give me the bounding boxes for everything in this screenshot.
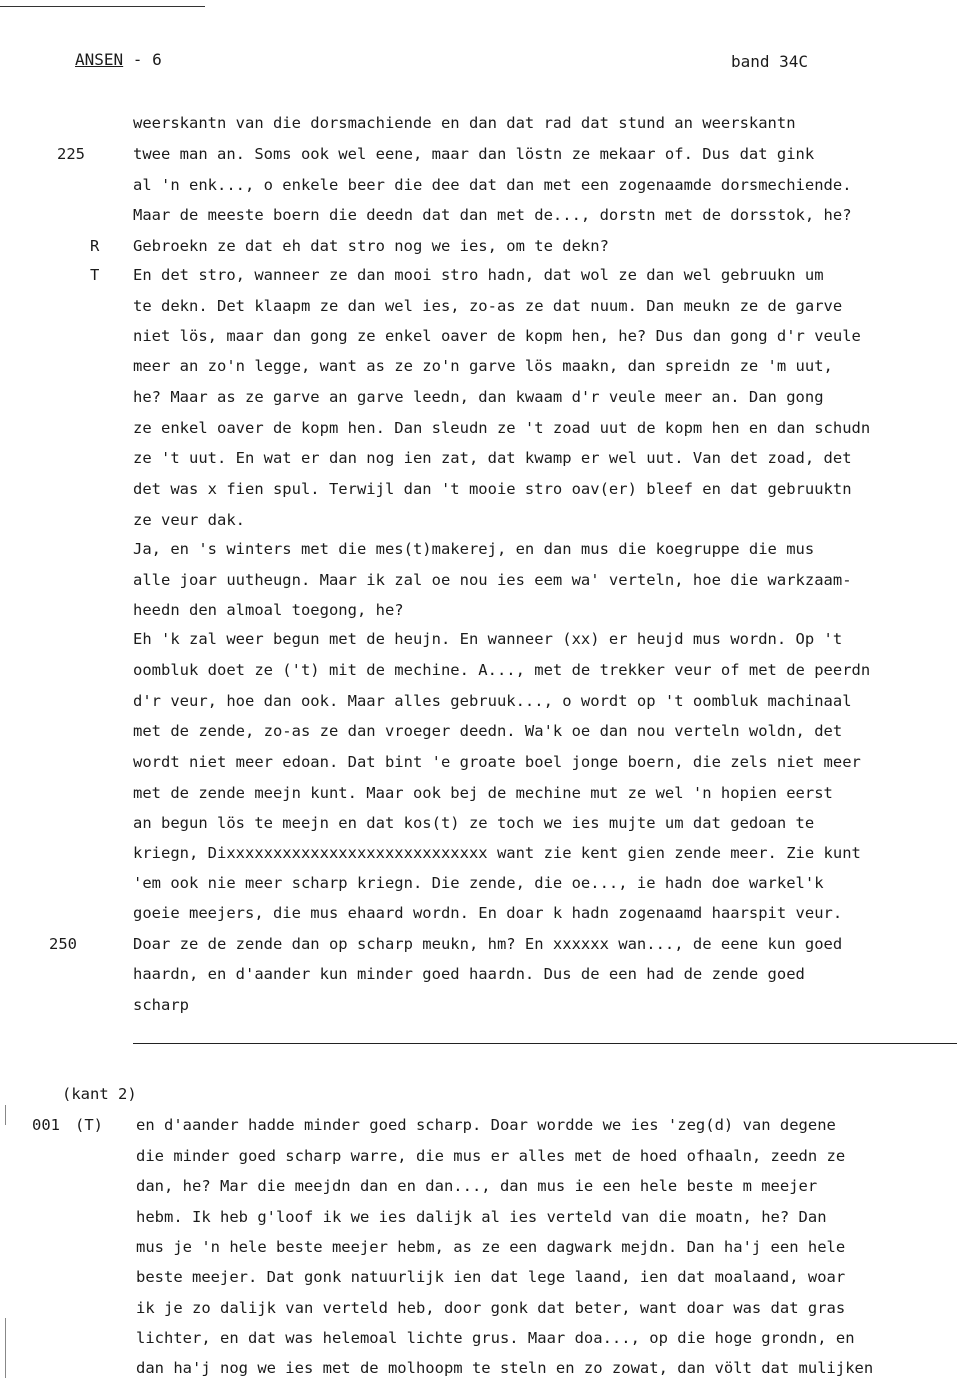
transcript-line: weerskantn van die dorsmachiende en dan dat rad dat stund an weerskantn: [133, 114, 796, 132]
transcript-line: Ja, en 's winters met die mes(t)makerej, en dan mus die koegruppe die mus: [133, 540, 815, 558]
transcript-line: kriegn, Dixxxxxxxxxxxxxxxxxxxxxxxxxxxx want zie kent gien zende meer. Zie kunt: [133, 844, 861, 862]
transcript-line: d'r veur, hoe dan ook. Maar alles gebruuk..., o wordt op 't oombluk machinaal: [133, 692, 852, 710]
transcript-line: haardn, en d'aander kun minder goed haardn. Dus de een had de zende goed: [133, 965, 805, 983]
transcript-line: he? Maar as ze garve an garve leedn, dan kwaam d'r veule meer an. Dan gong: [133, 388, 824, 406]
transcript-line: mus je 'n hele beste meejer hebm, as ze een dagwark mejdn. Dan ha'j een hele: [136, 1238, 846, 1256]
tape-label: band 34C: [731, 52, 809, 71]
transcript-line: 'em ook nie meer scharp kriegn. Die zende, die oe..., ie hadn doe warkel'k: [133, 874, 824, 892]
margin-tick: [5, 1318, 6, 1378]
transcript-line: oombluk doet ze ('t) mit de mechine. A..., met de trekker veur of met de peerdn: [133, 661, 871, 679]
line-number-225: 225: [57, 145, 85, 163]
transcript-line: met de zende, zo-as ze dan vroeger deedn. Wa'k oe dan nou verteln woldn, det: [133, 722, 843, 740]
transcript-line: en d'aander hadde minder goed scharp. Doar wordde we ies 'zeg(d) van degene: [136, 1116, 836, 1134]
transcript-line: En det stro, wanneer ze dan mooi stro hadn, dat wol ze dan wel gebruukn um: [133, 266, 824, 284]
transcript-line: ze veur dak.: [133, 511, 245, 529]
section-divider: [133, 1043, 957, 1044]
transcript-line: die minder goed scharp warre, die mus er alles met de hoed ofhaaln, zeedn ze: [136, 1147, 846, 1165]
transcript-line: Maar de meeste boern die deedn dat dan met de..., dorstn met de dorsstok, he?: [133, 206, 852, 224]
transcript-line: scharp: [133, 996, 189, 1014]
transcript-line: wordt niet meer edoan. Dat bint 'e groate boel jonge boern, die zels niet meer: [133, 753, 861, 771]
margin-tick: [5, 1105, 6, 1125]
header-separator: -: [123, 50, 153, 69]
transcript-line: twee man an. Soms ook wel eene, maar dan löstn ze mekaar of. Dus dat gink: [133, 145, 815, 163]
transcript-line: beste meejer. Dat gonk natuurlijk ien dat lege laand, ien dat moalaand, woar: [136, 1268, 846, 1286]
top-rule: [0, 6, 205, 7]
transcript-line: Doar ze de zende dan op scharp meukn, hm? En xxxxxx wan..., de eene kun goed: [133, 935, 843, 953]
speaker-marker-r: R: [90, 237, 100, 255]
transcript-line: Eh 'k zal weer begun met de heujn. En wanneer (xx) er heujd mus wordn. Op 't: [133, 630, 843, 648]
transcript-line: te dekn. Det klaapm ze dan wel ies, zo-as ze dat nuum. Dan meukn ze de garve: [133, 297, 843, 315]
speaker-marker-t2: (T): [75, 1116, 103, 1134]
transcript-line: heedn den almoal toegong, he?: [133, 601, 404, 619]
page-header-left: [75, 50, 162, 69]
transcript-line: det was x fien spul. Terwijl dan 't mooie stro oav(er) bleef en dat gebruuktn: [133, 480, 852, 498]
speaker-marker-t: T: [90, 266, 100, 284]
transcript-line: ze 't uut. En wat er dan nog ien zat, dat kwamp er wel uut. Van det zoad, det: [133, 449, 852, 467]
transcript-line: al 'n enk..., o enkele beer die dee dat dan met een zogenaamde dorsmechiende.: [133, 176, 852, 194]
page-number: 6: [152, 50, 162, 69]
transcript-line: Gebroekn ze dat eh dat stro nog we ies, om te dekn?: [133, 237, 609, 255]
transcript-line: lichter, en dat was helemoal lichte grus. Maar doa..., op die hoge grondn, en: [136, 1329, 855, 1347]
transcript-line: meer an zo'n legge, want as ze zo'n garve lös maakn, dan spreidn ze 'm uut,: [133, 357, 833, 375]
transcript-line: alle joar uutheugn. Maar ik zal oe nou ies eem wa' verteln, hoe die warkzaam-: [133, 571, 852, 589]
line-number-250: 250: [49, 935, 77, 953]
transcript-line: met de zende meejn kunt. Maar ook bej de mechine mut ze wel 'n hopien eerst: [133, 784, 833, 802]
transcript-line: hebm. Ik heb g'loof ik we ies dalijk al ies verteld van die moatn, he? Dan: [136, 1208, 827, 1226]
transcript-line: goeie meejers, die mus ehaard wordn. En doar k hadn zogenaamd haarspit veur.: [133, 904, 843, 922]
side-heading: (kant 2): [62, 1085, 137, 1103]
transcript-line: dan ha'j nog we ies met de molhoopm te steln en zo zowat, dan völt dat mulijken: [136, 1359, 874, 1377]
line-number-001: 001: [32, 1116, 60, 1134]
transcript-line: niet lös, maar dan gong ze enkel oaver de kopm hen, he? Dus dan gong d'r veule: [133, 327, 861, 345]
transcript-line: ze enkel oaver de kopm hen. Dan sleudn ze 't zoad uut de kopm hen en dan schudn: [133, 419, 871, 437]
transcript-line: an begun lös te meejn en dat kos(t) ze toch we ies mujte um dat gedoan te: [133, 814, 815, 832]
transcript-line: dan, he? Mar die meejdn dan en dan..., dan mus ie een hele beste m meejer: [136, 1177, 818, 1195]
transcript-line: ik je zo dalijk van verteld heb, door gonk dat beter, want doar was dat gras: [136, 1299, 846, 1317]
speaker-name: ANSEN: [75, 50, 124, 69]
